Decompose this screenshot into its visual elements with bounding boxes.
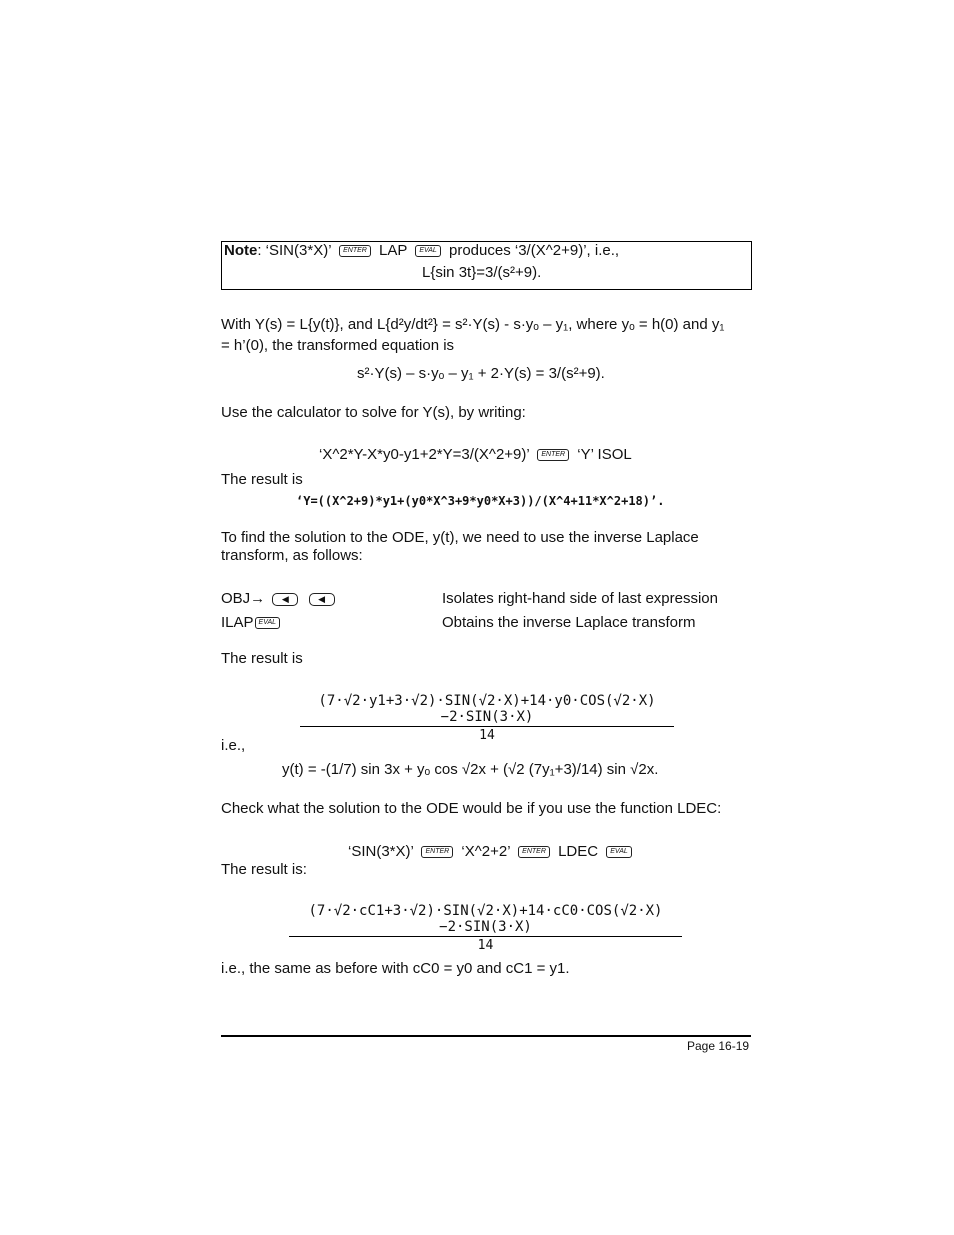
enter-key-icon: ENTER — [421, 846, 453, 858]
note-text-a: : ‘SIN(3*X)’ — [257, 242, 331, 259]
left-arrow-key-icon: ◀ — [309, 593, 335, 606]
equation-2: y(t) = -(1/7) sin 3x + yₒ cos √2x + (√2 (7y₁+3)/14) sin √2x. — [282, 761, 659, 778]
fraction-denominator: 14 — [477, 938, 494, 953]
step-ilap — [221, 614, 284, 631]
footer-rule — [221, 1035, 751, 1037]
ldec-command — [348, 843, 636, 860]
result-fraction-1 — [300, 693, 674, 743]
result-label-1: The result is — [221, 471, 303, 488]
note-text-c: produces ‘3/(X^2+9)’, i.e., — [449, 242, 620, 259]
para2: Use the calculator to solve for Y(s), by writing: — [221, 404, 526, 421]
eval-key-icon: EVAL — [606, 846, 632, 858]
para3-line2: transform, as follows: — [221, 547, 363, 564]
para1-line2: = h’(0), the transformed equation is — [221, 337, 455, 354]
equation-1: s²·Y(s) – s·yₒ – y₁ + 2·Y(s) = 3/(s²+9). — [357, 365, 605, 382]
result-label-2: The result is — [221, 650, 303, 667]
step-ilap-cmd: ILAP — [221, 614, 254, 631]
fraction-numerator: (7·√2·y1+3·√2)·SIN(√2·X)+14·y0·COS(√2·X)−2·SIN(3·X) — [300, 693, 674, 727]
left-arrow-key-icon: ◀ — [272, 593, 298, 606]
enter-key-icon: ENTER — [518, 846, 550, 858]
conclusion: i.e., the same as before with cC0 = y0 and cC1 = y1. — [221, 960, 570, 977]
fraction-denominator: 14 — [479, 728, 495, 743]
enter-key-icon: ENTER — [339, 245, 371, 257]
para4: Check what the solution to the ODE would be if you use the function LDEC: — [221, 800, 722, 817]
result-expression: ‘Y=((X^2+9)*y1+(y0*X^3+9*y0*X+3))/(X^4+11*X^2+18)’. — [296, 494, 665, 508]
para3-line1: To find the solution to the ODE, y(t), we need to use the inverse Laplace — [221, 529, 699, 546]
isol-command — [319, 446, 632, 463]
isol-expr: ‘X^2*Y-X*y0-y1+2*Y=3/(X^2+9)’ — [319, 446, 530, 463]
ie-label: i.e., — [221, 737, 246, 754]
ldec-arg-b: ‘X^2+2’ — [461, 843, 510, 860]
note-label: Note — [224, 242, 258, 259]
step-ilap-desc: Obtains the inverse Laplace transform — [442, 614, 696, 631]
eval-key-icon: EVAL — [415, 245, 441, 257]
page-number: Page 16-19 — [687, 1039, 750, 1053]
ldec-arg-a: ‘SIN(3*X)’ — [348, 843, 414, 860]
note-line-1 — [224, 242, 619, 259]
ldec-name: LDEC — [558, 843, 599, 860]
enter-key-icon: ENTER — [537, 449, 569, 461]
note-line-2: L{sin 3t}=3/(s²+9). — [422, 264, 542, 281]
fraction-numerator: (7·√2·cC1+3·√2)·SIN(√2·X)+14·cC0·COS(√2·X)−2·SIN(3·X) — [289, 903, 682, 937]
isol-tail: ‘Y’ ISOL — [577, 446, 632, 463]
step-obj — [221, 590, 338, 607]
note-text-b: LAP — [379, 242, 408, 259]
step-obj-cmd: OBJ→ — [221, 590, 266, 607]
eval-key-icon: EVAL — [255, 617, 281, 629]
para1-line1: With Y(s) = L{y(t)}, and L{d²y/dt²} = s²·Y(s) - s·yₒ – y₁, where yₒ = h(0) and y₁ — [221, 316, 725, 333]
step-obj-desc: Isolates right-hand side of last expression — [442, 590, 718, 607]
result-fraction-2 — [289, 903, 682, 953]
result-label-3: The result is: — [221, 861, 307, 878]
